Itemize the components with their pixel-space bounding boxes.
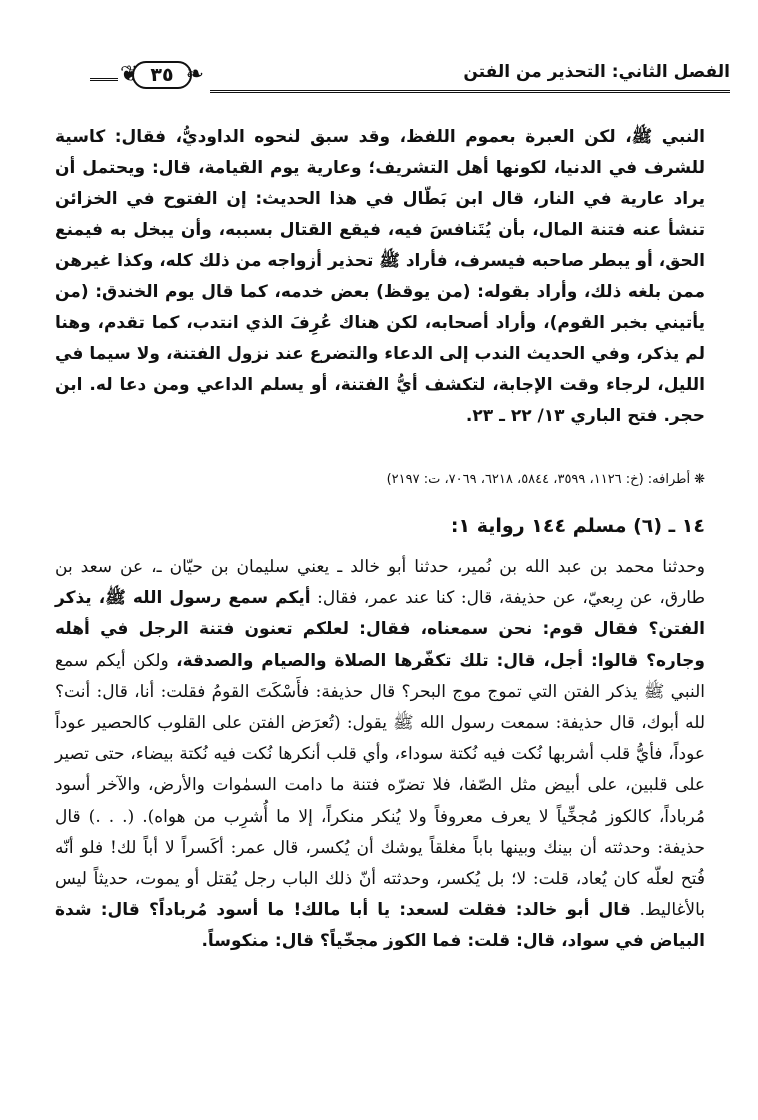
hadith-text (55, 552, 705, 958)
header-divider (210, 90, 730, 93)
page-number: ٣٥ (150, 64, 174, 86)
section-heading: ١٤ ـ (٦) مسلم ١٤٤ رواية ١: (450, 515, 705, 537)
hadith-paragraph (55, 552, 705, 958)
page-number-ornament (120, 60, 204, 92)
hadith-segment: ولكن أيكم سمع النبي ﷺ يذكر الفتن التي تموج موج البحر؟ قال حذيفة: فأَسْكَتَ القومُ فقلت: أنا، قال: أنت؟ لله أبوك، قال حذيفة: سمعت رسول الله ﷺ يقول: (تُعرَض الفتن على القلوب كالحصير عوداً عوداً، فأيُّ قلب أشربها نُكت فيه نُكتة سوداء، وأي قلب أنكرها نُكت فيه نُكتة بيضاء، حتى تصير على قلبين، على أبيض مثل الصّفا، فلا تضرّه فتنة ما دامت السمٰوات والأرض، والآخر أسود مُرباداً، كالكوز مُجخِّياً لا يعرف معروفاً ولا يُنكر منكراً، إلا ما أُشرِب من هواه). (. . .) قال حذيفة: وحدثته أن بينك وبينها باباً مغلقاً يوشك أن يُكسر، قال عمر: أكَسراً لا أباً لك! فلو أنّه فُتح لعلّه كان يُعاد، قلت: لا؛ بل يُكسر، وحدثته أنّ ذلك الباب رجل يُقتل أو يموت، حديثاً ليس بالأغاليط. (55, 650, 706, 921)
hadith-segment-bold: أيكم سمع رسول الله ﷺ، يذكر الفتن؟ فقال قوم: نحن سمعناه، فقال: لعلكم تعنون فتنة الرجل في أهله وجاره؟ قالوا: أجل، قال: تلك تكفّرها الصلاة والصيام والصدقة، (55, 588, 705, 671)
hadith-segment: وحدثنا محمد بن عبد الله بن نُمير، حدثنا أبو خالد ـ يعني سليمان بن حيّان ـ، عن سعد بن طارق، عن رِبعيّ، عن حذيفة، قال: كنا عند عمر، فقال: (55, 557, 705, 609)
leaf-ornament-icon: ❧ (185, 62, 204, 87)
asterisk-icon: ❋ (694, 472, 705, 487)
footnote-text: أطرافه: (خ: ١١٢٦، ٣٥٩٩، ٥٨٤٤، ٦٢١٨، ٧٠٦٩، ت: ٢١٩٧) (386, 472, 691, 487)
hadith-segment-bold: قال أبو خالد: فقلت لسعد: يا أبا مالك! ما أسود مُرباداً؟ قال: شدة البياض في سواد، قال: قلت: فما الكوز مجخّياً؟ قال: منكوساً. (55, 900, 705, 952)
footnote (55, 470, 705, 490)
commentary-paragraph (55, 122, 705, 432)
commentary-text: النبي ﷺ، لكن العبرة بعموم اللفظ، وقد سبق لنحوه الداوديُّ، فقال: كاسية للشرف في الدنيا، لكونها أهل التشريف؛ وعارية يوم القيامة، قال: ويحتمل أن يراد عارية في النار، قال ابن بَطّال في هذا الحديث: إن الفتوح في الخزائن تنشأ عنه فتنة المال، بأن يُتَنافسَ فيه، فيقع القتال بسببه، وأن يبخل به فيمنع الحق، أو يبطر صاحبه فيسرف، فأراد ﷺ تحذير أزواجه من ذلك كله، وكذا غيرهن ممن بلغه ذلك، وأراد بقوله: (من يوقظ) بعض خدمه، كما قال يوم الخندق: (من يأتيني بخبر القوم)، وأراد أصحابه، لكن هناك عُرِفَ الذي انتدب، كما تقدم، وهنا لم يذكر، وفي الحديث الندب إلى الدعاء والتضرع عند نزول الفتنة، ولا سيما في الليل، لرجاء وقت الإجابة، لتكشف أيُّ الفتنة، أو يسلم الداعي ومن دعا له. ابن حجر. فتح الباري ١٣/ ٢٢ ـ ٢٣. (55, 127, 705, 426)
chapter-title: الفصل الثاني: التحذير من الفتن (463, 62, 730, 82)
page-header (90, 60, 730, 96)
header-divider-short (90, 78, 118, 81)
leaf-ornament-icon: ❦ (120, 62, 139, 87)
